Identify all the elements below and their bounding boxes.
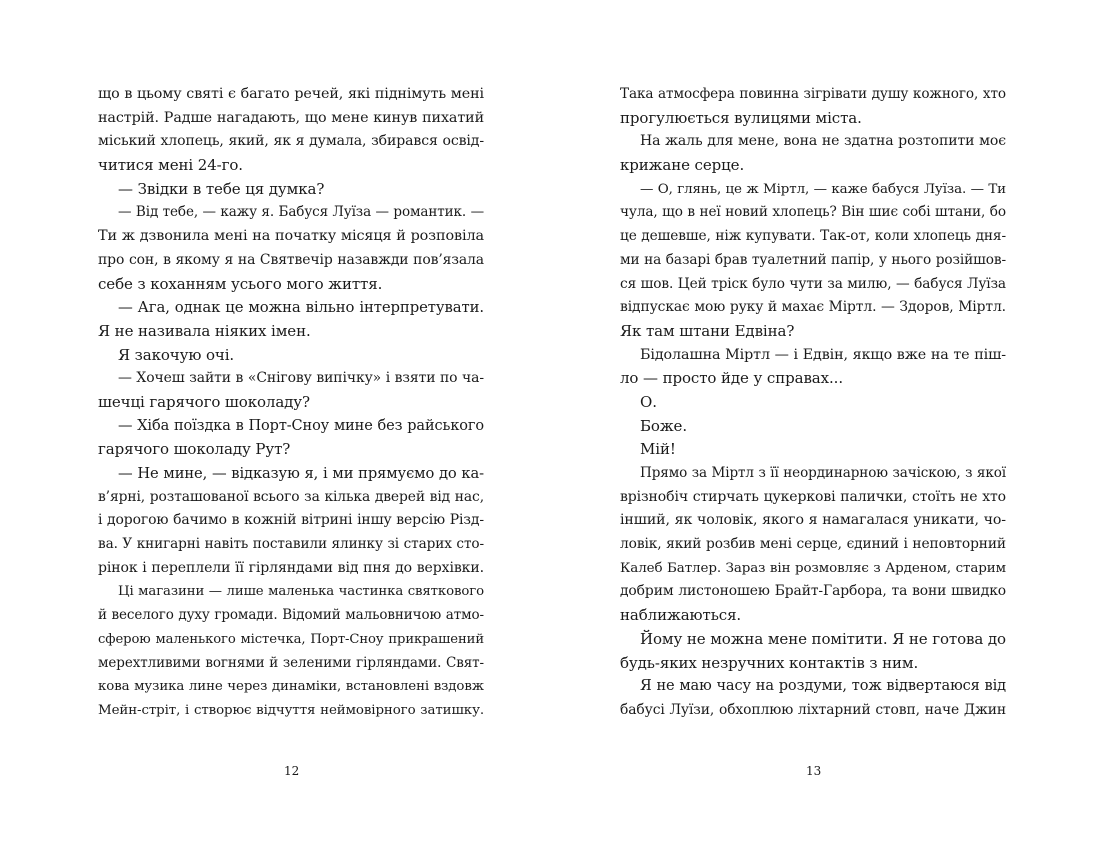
text-line: шечці гарячого шоколаду? [98, 392, 310, 411]
text-line: в’ярні, розташованої всього за кілька дверей від нас, [98, 488, 484, 505]
text-line: читися мені 24-го. [98, 156, 243, 175]
text-line: Бідолашна Міртл — і Едвін, якщо вже на те піш- [640, 346, 1006, 363]
text-line: — Ага, однак це можна вільно інтерпретувати. [118, 299, 484, 317]
text-line: ся шов. Цей тріск було чути за милю, — бабуся Луїза [620, 275, 1006, 292]
text-line: і дорогою бачимо в кожній вітрині іншу версію Різд- [98, 512, 484, 529]
text-line: крижане серце. [620, 156, 745, 175]
text-line: врізнобіч стирчать цукеркові палички, стоїть не хто [620, 488, 1006, 505]
text-line: Така атмосфера повинна зігрівати душу кожного, хто [620, 86, 1006, 102]
text-line: О. [640, 392, 657, 411]
text-line: про сон, в якому я на Святвечір назавжди пов’язала [98, 251, 484, 268]
text-line: сферою маленького містечка, Порт-Сноу прикрашений [98, 631, 484, 647]
text-line: гарячого шоколаду Рут? [98, 440, 291, 459]
text-line: ва. У книгарні навіть поставили ялинку зі старих сто- [98, 536, 484, 553]
text-line: відпускає мою руку й махає Міртл. — Здоров, Міртл. [620, 299, 1006, 316]
text-line: — О, глянь, це ж Міртл, — каже бабуся Луїза. — Ти [640, 181, 1006, 197]
text-line: інший, як чоловік, якого я намагалася уникати, чо- [620, 512, 1006, 529]
text-line: Ти ж дзвонила мені на початку місяця й розповіла [98, 228, 484, 245]
text-line: — Від тебе, — кажу я. Бабуся Луїза — романтик. — [118, 204, 484, 221]
text-line: Прямо за Міртл з її неординарною зачіскою, з якої [640, 465, 1006, 481]
text-line: себе з коханням усього мого життя. [98, 274, 383, 293]
right-page [620, 83, 1006, 723]
page-number-right: 13 [806, 764, 822, 778]
text-line: добрим листоношею Брайт-Гарбора, та вони швидко [620, 583, 1006, 600]
text-line: Мейн-стріт, і створює відчуття неймовірного затишку. [98, 702, 484, 718]
text-line: ми на базарі брав туалетний папір, у нього розійшов- [620, 251, 1006, 268]
text-line: мерехтливими вогнями й зеленими гірляндами. Свят- [98, 654, 484, 671]
text-line: Калеб Батлер. Зараз він розмовляє з Арденом, старим [620, 560, 1006, 576]
text-line: міський хлопець, який, як я думала, збирався освід- [98, 133, 484, 150]
text-line: — Звідки в тебе ця думка? [118, 179, 325, 198]
text-line: Мій! [640, 440, 676, 459]
text-line: це дешевше, ніж купувати. Так-от, коли хлопець дня- [620, 228, 1006, 245]
text-line: ловік, який розбив мені серце, єдиний і неповторний [620, 536, 1006, 553]
text-line: що в цьому святі є багато речей, які піднімуть мені [98, 86, 484, 102]
text-line: й веселого духу громади. Відомий мальовничою атмо- [98, 607, 484, 624]
text-line: На жаль для мене, вона не здатна розтопити моє [640, 133, 1006, 150]
text-line: настрій. Радше нагадають, що мене кинув пихатий [98, 109, 484, 126]
text-line: — Не мине, — відказую я, і ми прямуємо до ка- [118, 465, 484, 482]
text-line: ло — просто йде у справах... [620, 369, 843, 388]
text-line: прогулюється вулицями міста. [620, 108, 862, 127]
text-line: Боже. [640, 416, 687, 435]
text-line: Я не називала ніяких імен. [98, 321, 311, 340]
text-line: будь-яких незручних контактів з ним. [620, 653, 919, 672]
left-page [98, 83, 484, 723]
text-line: наближаються. [620, 606, 742, 625]
text-line: Йому не можна мене помітити. Я не готова до [640, 629, 1006, 648]
text-line: чула, що в неї новий хлопець? Він шиє собі штани, бо [620, 204, 1006, 221]
text-line: кова музика лине через динаміки, встановлені вздовж [98, 679, 484, 695]
text-line: — Хочеш зайти в «Снігову випічку» і взяти по ча- [118, 370, 484, 387]
text-line: Я не маю часу на роздуми, тож відвертаюся від [640, 678, 1006, 695]
text-line: Я закочую очі. [118, 345, 235, 364]
text-line: Ці магазини — лише маленька частинка святкового [118, 584, 484, 600]
text-line: рінок і переплели її гірляндами від пня до верхівки. [98, 559, 484, 576]
text-line: бабусі Луїзи, обхоплюю ліхтарний стовп, наче Джин [620, 701, 1006, 718]
text-line: — Хіба поїздка в Порт-Сноу мине без райського [118, 417, 484, 434]
text-line: Як там штани Едвіна? [620, 321, 795, 340]
page-number-left: 12 [284, 764, 300, 778]
